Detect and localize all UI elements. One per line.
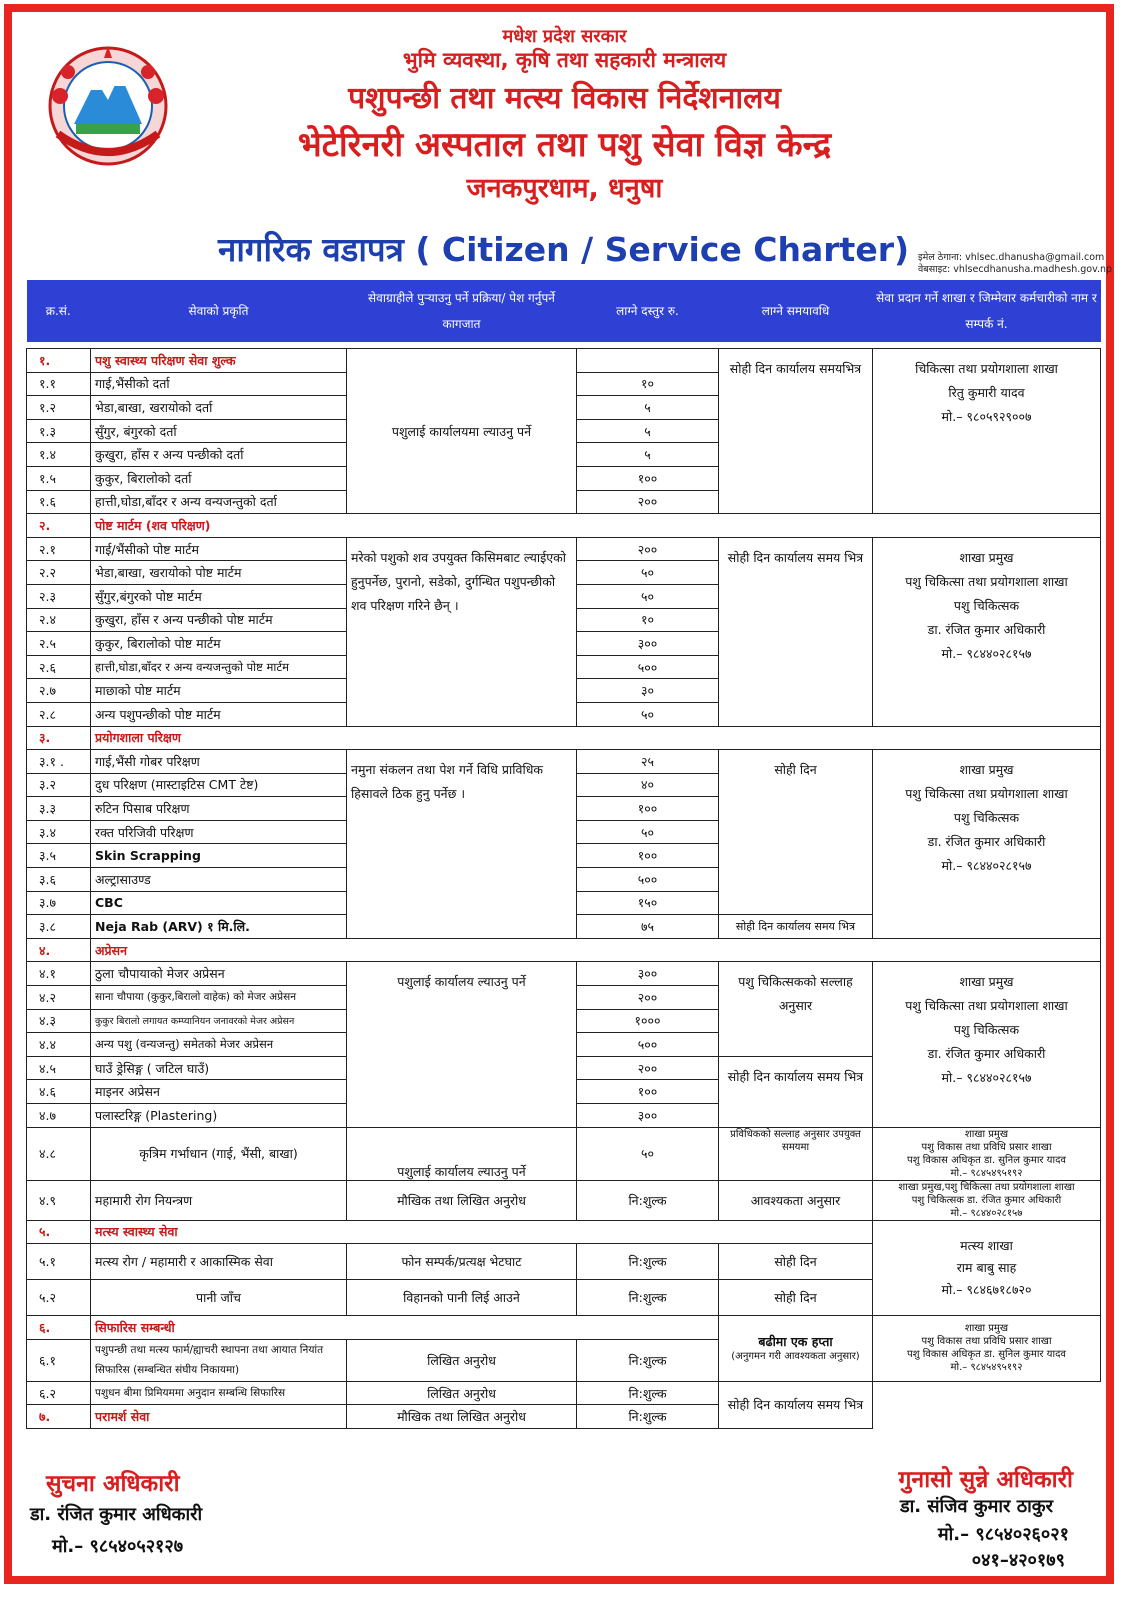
fee-cell: १०० <box>577 797 719 821</box>
fee-cell: नि:शुल्क <box>577 1339 719 1381</box>
fee-cell: ३०० <box>577 1104 719 1128</box>
phone-number: मो.– ९८४४०२८१५७ <box>950 1207 1023 1219</box>
fee-cell: २०० <box>577 986 719 1010</box>
fee-cell: १०० <box>577 1080 719 1104</box>
service-name: महामारी रोग नियन्त्रण <box>91 1180 347 1220</box>
row-number: ६. <box>27 1316 91 1340</box>
service-name: अन्य पशुपन्छीको पोष्ट मार्टम <box>91 702 347 726</box>
service-name: कुकुर, बिरालोको दर्ता <box>91 466 347 490</box>
service-name: भेडा,बाखा, खरायोको दर्ता <box>91 396 347 420</box>
row-number: ४.६ <box>27 1080 91 1104</box>
row-number: ४.३ <box>27 1009 91 1033</box>
row-number: ५. <box>27 1220 91 1244</box>
row-number: ४. <box>27 938 91 962</box>
fee-cell: ५० <box>577 1127 719 1180</box>
row-number: ३.२ <box>27 773 91 797</box>
fee-cell: ५ <box>577 443 719 467</box>
row-number: ४.५ <box>27 1056 91 1080</box>
column-header: क्र.सं. <box>27 280 91 342</box>
office-branch: पशु विकास तथा प्रविधि प्रसार शाखा <box>921 1336 1052 1348</box>
service-name: कुकुर, बिरालोको पोष्ट मार्टम <box>91 632 347 656</box>
row-number: १.१ <box>27 372 91 396</box>
row-number: ३.६ <box>27 868 91 892</box>
person-name: रितु कुमारी यादव <box>948 385 1025 400</box>
process-cell: पशुलाई कार्यालय ल्याउनु पर्ने <box>347 962 577 1127</box>
person-name: पशु चिकित्सक डा. रंजित कुमार अधिकारी <box>911 1194 1062 1206</box>
page-title: नागरिक वडापत्र ( Citizen / Service Charter) <box>218 230 910 269</box>
phone-number: मो.– ९८४४०२८१५७ <box>941 645 1032 661</box>
fee-cell: १५० <box>577 891 719 915</box>
row-number: ३.१ . <box>27 750 91 774</box>
contact-info <box>918 252 1112 276</box>
row-number: १.२ <box>27 396 91 420</box>
responsible-cell <box>873 1127 1101 1180</box>
time-cell: सोही दिन कार्यालय समय भित्र <box>719 1056 873 1127</box>
responsible-cell <box>873 349 1101 514</box>
fee-cell: १० <box>577 608 719 632</box>
fee-cell: ५ <box>577 396 719 420</box>
row-number: ३.५ <box>27 844 91 868</box>
grievance-officer-title: गुनासो सुन्ने अधिकारी <box>898 1467 1073 1493</box>
time-cell: सोही दिन कार्यालय समयभित्र <box>719 349 873 514</box>
section-row <box>27 726 1101 750</box>
row-number: २.१ <box>27 537 91 561</box>
column-header: सेवाग्राहीले पुर्‍याउनु पर्ने प्रक्रिया/ पेश गर्नुपर्ने कागजात <box>347 280 577 342</box>
section-title: प्रयोगशाला परिक्षण <box>91 726 1101 750</box>
fee-cell: ५०० <box>577 655 719 679</box>
row-number: ४.२ <box>27 986 91 1010</box>
row-number: ४.९ <box>27 1180 91 1220</box>
row-number: ७. <box>27 1405 91 1429</box>
service-name: रुटिन पिसाब परिक्षण <box>91 797 347 821</box>
service-name: Skin Scrapping <box>91 844 347 868</box>
grievance-officer-landline: ०४१–४२०१७९ <box>971 1550 1065 1571</box>
table-row <box>27 1381 1101 1405</box>
column-header: लाग्ने समयावधि <box>719 280 873 342</box>
fee-cell: ५० <box>577 584 719 608</box>
service-name: मत्स्य रोग / महामारी र आकास्मिक सेवा <box>91 1244 347 1280</box>
person-name: डा. रंजित कुमार अधिकारी <box>927 1046 1046 1062</box>
row-number: १.३ <box>27 419 91 443</box>
phone-number: मो.– ९८४५४९५१९२ <box>950 1362 1023 1374</box>
time-cell: सोही दिन <box>719 1244 873 1280</box>
time-cell: सोही दिन कार्यालय समय भित्र <box>719 1381 873 1428</box>
office-name: शाखा प्रमुख,पशु चिकित्सा तथा प्रयोगशाला शाखा <box>898 1181 1075 1193</box>
table-row <box>27 537 1101 561</box>
row-number: २.५ <box>27 632 91 656</box>
process-cell: विहानको पानी लिई आउने <box>347 1280 577 1316</box>
process-cell: फोन सम्पर्क/प्रत्यक्ष भेटघाट <box>347 1244 577 1280</box>
time-cell: सोही दिन <box>719 750 873 915</box>
fee-cell: नि:शुल्क <box>577 1280 719 1316</box>
row-number: ३.४ <box>27 820 91 844</box>
process-cell: लिखित अनुरोध <box>347 1381 577 1405</box>
time-cell <box>719 1316 873 1382</box>
service-name: CBC <box>91 891 347 915</box>
fee-cell: २५ <box>577 750 719 774</box>
office-branch: पशु चिकित्सा तथा प्रयोगशाला शाखा <box>905 573 1068 589</box>
service-name: दुध परिक्षण (मास्टाइटिस CMT टेष्ट) <box>91 773 347 797</box>
service-name: पानी जाँच <box>91 1280 347 1316</box>
process-cell: लिखित अनुरोध <box>347 1339 577 1381</box>
service-name: माछाको पोष्ट मार्टम <box>91 679 347 703</box>
process-cell: पशुलाई कार्यालय ल्याउनु पर्ने <box>347 1127 577 1180</box>
phone-number: मो.– ९८४६७१८७२० <box>941 1281 1032 1297</box>
fee-cell: २०० <box>577 490 719 514</box>
service-name: अल्ट्रासाउण्ड <box>91 868 347 892</box>
column-header: लाग्ने दस्तुर रु. <box>577 280 719 342</box>
hospital-name: भेटेरिनरी अस्पताल तथा पशु सेवा विज्ञ केन्द्र <box>297 125 832 165</box>
responsible-cell <box>873 750 1101 939</box>
service-name: कुखुरा, हाँस र अन्य पन्छीको पोष्ट मार्टम <box>91 608 347 632</box>
fee-cell: नि:शुल्क <box>577 1405 719 1429</box>
time-cell: आवश्यकता अनुसार <box>719 1180 873 1220</box>
service-name: कुखुरा, हाँस र अन्य पन्छीको दर्ता <box>91 443 347 467</box>
fee-cell: १०० <box>577 466 719 490</box>
phone-number: मो.– ९८४४०२८१५७ <box>941 1070 1032 1086</box>
time-cell: सोही दिन कार्यालय समय भित्र <box>719 915 873 939</box>
fee-cell: नि:शुल्क <box>577 1180 719 1220</box>
office-name: मत्स्य शाखा <box>960 1237 1013 1253</box>
process-cell: मरेको पशुको शव उपयुक्त किसिमबाट ल्याईएको हुनुपर्नेछ, पुरानो, सडेको, दुर्गन्धित पशुपन्छीको शव परिक्षण गरिने छैन् । <box>347 537 577 726</box>
role-name: पशु चिकित्सक <box>953 597 1020 613</box>
email-text[interactable]: इमेल ठेगाना: vhlsec.dhanusha@gmail.com <box>918 252 1105 263</box>
service-name: कुकुर बिरालो लगायत कम्प्यानियन जनावरको मेजर अप्रेसन <box>91 1009 347 1033</box>
service-name: अन्य पशु (वन्यजन्तु) समेतको मेजर अप्रेसन <box>91 1033 347 1057</box>
directorate-name: पशुपन्छी तथा मत्स्य विकास निर्देशनालय <box>348 81 781 116</box>
row-number: २.३ <box>27 584 91 608</box>
table-row <box>27 750 1101 774</box>
location: जनकपुरधाम, धनुषा <box>466 173 663 204</box>
office-name: शाखा प्रमुख <box>959 974 1014 990</box>
row-number: ३. <box>27 726 91 750</box>
service-name: परामर्श सेवा <box>91 1405 347 1429</box>
person-name: पशु विकास अधिकृत डा. सुनिल कुमार यादव <box>907 1349 1066 1361</box>
process-cell: पशुलाई कार्यालयमा ल्याउनु पर्ने <box>347 349 577 514</box>
row-number: ५.१ <box>27 1244 91 1280</box>
province-government: मधेश प्रदेश सरकार <box>502 26 627 47</box>
service-name: रक्त परिजिवी परिक्षण <box>91 820 347 844</box>
office-branch: पशु चिकित्सा तथा प्रयोगशाला शाखा <box>905 998 1068 1014</box>
service-name: ठुला चौपायाको मेजर अप्रेसन <box>91 962 347 986</box>
column-header: सेवा प्रदान गर्ने शाखा र जिम्मेवार कर्मचारीको नाम र सम्पर्क नं. <box>873 280 1101 342</box>
responsible-cell <box>873 537 1101 726</box>
person-name: राम बाबु साह <box>956 1259 1017 1275</box>
service-name: साना चौपाया (कुकुर,बिरालो वाहेक) को मेजर अप्रेसन <box>91 986 347 1010</box>
service-name: सुँगुर, बंगुरको दर्ता <box>91 419 347 443</box>
ministry-name: भुमि व्यवस्था, कृषि तथा सहकारी मन्त्रालय <box>402 48 727 72</box>
fee-cell: २०० <box>577 537 719 561</box>
fee-cell: नि:शुल्क <box>577 1381 719 1405</box>
phone-number: मो.– ९८४५४९५१९२ <box>950 1167 1023 1179</box>
service-name: पलास्टरिङ्ग (Plastering) <box>91 1104 347 1128</box>
responsible-cell <box>873 1180 1101 1220</box>
grievance-officer-phone: मो.– ९८५४०२६०२१ <box>937 1524 1069 1545</box>
section-row <box>27 1316 1101 1340</box>
person-name: डा. रंजित कुमार अधिकारी <box>927 834 1046 850</box>
service-name: पशुधन बीमा प्रिमियममा अनुदान सम्बन्धि सिफारिस <box>91 1381 347 1405</box>
website-text[interactable]: वेबसाइट: vhlsecdhanusha.madhesh.gov.np <box>918 264 1113 275</box>
grievance-officer-name: डा. संजिव कुमार ठाकुर <box>899 1496 1053 1517</box>
fee-cell: ३० <box>577 679 719 703</box>
information-officer-name: डा. रंजित कुमार अधिकारी <box>30 1504 203 1525</box>
responsible-cell <box>873 1220 1101 1316</box>
time-cell: सोही दिन <box>719 1280 873 1316</box>
row-number: ४.८ <box>27 1127 91 1180</box>
fee-cell: ५०० <box>577 1033 719 1057</box>
row-number: १. <box>27 349 91 373</box>
service-name: माइनर अप्रेसन <box>91 1080 347 1104</box>
role-name: पशु चिकित्सक <box>953 1022 1020 1038</box>
information-officer-phone: मो.– ९८५४०५२१२७ <box>52 1536 184 1557</box>
fee-cell: १०० <box>577 844 719 868</box>
row-number: २. <box>27 514 91 538</box>
fee-cell: ५० <box>577 561 719 585</box>
fee-cell: ७५ <box>577 915 719 939</box>
row-number: २.४ <box>27 608 91 632</box>
time-cell: सोही दिन कार्यालय समय भित्र <box>719 537 873 726</box>
row-number: ३.३ <box>27 797 91 821</box>
time-head: बढीमा एक हप्ता <box>758 1333 833 1349</box>
section-title: अप्रेसन <box>91 938 1101 962</box>
column-header: सेवाको प्रकृति <box>91 280 347 342</box>
row-number: ६.२ <box>27 1381 91 1405</box>
service-name: हात्ती,घोडा,बाँदर र अन्य वन्यजन्तुको पोष्ट मार्टम <box>91 655 347 679</box>
responsible-cell <box>873 962 1101 1127</box>
fee-cell: ५० <box>577 820 719 844</box>
section-title: पशु स्वास्थ्य परिक्षण सेवा शुल्क <box>91 349 347 373</box>
phone-number: मो.– ९८०५९२९००७ <box>941 409 1032 424</box>
row-number: ६.१ <box>27 1339 91 1381</box>
service-name: गाई,भैंसी गोबर परिक्षण <box>91 750 347 774</box>
fee-cell: ३०० <box>577 962 719 986</box>
service-charter-table <box>26 280 1101 1429</box>
office-name: शाखा प्रमुख <box>964 1323 1009 1335</box>
row-number: ३.८ <box>27 915 91 939</box>
row-number: २.८ <box>27 702 91 726</box>
table-row <box>27 1127 1101 1180</box>
phone-number: मो.– ९८४४०२८१५७ <box>941 858 1032 874</box>
fee-cell: ३०० <box>577 632 719 656</box>
service-name: पशुपन्छी तथा मत्स्य फार्म/ह्याचरी स्थापना तथा आयात नियांत सिफारिस (सम्बन्धित संघीय निकायमा) <box>91 1339 347 1381</box>
section-row <box>27 1220 1101 1244</box>
responsible-cell <box>873 1316 1101 1382</box>
table-header-row <box>27 280 1101 342</box>
time-note: (अनुगमन गरी आवश्यकता अनुसार) <box>731 1350 860 1362</box>
row-number: १.५ <box>27 466 91 490</box>
fee-cell: २०० <box>577 1056 719 1080</box>
table-row <box>27 962 1101 986</box>
row-number: १.४ <box>27 443 91 467</box>
person-name: डा. रंजित कुमार अधिकारी <box>927 621 1046 637</box>
office-branch: पशु विकास तथा प्रविधि प्रसार शाखा <box>921 1141 1052 1153</box>
fee-cell: नि:शुल्क <box>577 1244 719 1280</box>
office-name: शाखा प्रमुख <box>964 1128 1009 1140</box>
office-name: चिकित्सा तथा प्रयोगशाला शाखा <box>915 361 1058 376</box>
row-number: २.२ <box>27 561 91 585</box>
row-number: ४.७ <box>27 1104 91 1128</box>
process-cell: मौखिक तथा लिखित अनुरोध <box>347 1405 577 1429</box>
process-cell: मौखिक तथा लिखित अनुरोध <box>347 1180 577 1220</box>
service-name: भेडा,बाखा, खरायोको पोष्ट मार्टम <box>91 561 347 585</box>
process-cell: नमुना संकलन तथा पेश गर्ने विधि प्राविधिक हिसावले ठिक हुनु पर्नेछ । <box>347 750 577 939</box>
row-number: ५.२ <box>27 1280 91 1316</box>
role-name: पशु चिकित्सक <box>953 810 1020 826</box>
office-name: शाखा प्रमुख <box>959 762 1014 778</box>
row-number: २.६ <box>27 655 91 679</box>
section-title: मत्स्य स्वास्थ्य सेवा <box>91 1220 873 1244</box>
office-branch: पशु चिकित्सा तथा प्रयोगशाला शाखा <box>905 786 1068 802</box>
table-row <box>27 1180 1101 1220</box>
fee-cell: ५ <box>577 419 719 443</box>
service-name: गाई/भैंसीको पोष्ट मार्टम <box>91 537 347 561</box>
row-number: ४.१ <box>27 962 91 986</box>
service-name: Neja Rab (ARV) १ मि.लि. <box>91 915 347 939</box>
row-number: ४.४ <box>27 1033 91 1057</box>
section-row <box>27 514 1101 538</box>
information-officer-title: सुचना अधिकारी <box>46 1471 180 1497</box>
fee-cell: ५० <box>577 702 719 726</box>
row-number: १.६ <box>27 490 91 514</box>
service-name: गाई,भैंसीको दर्ता <box>91 372 347 396</box>
fee-cell: १००० <box>577 1009 719 1033</box>
fee-cell: ५०० <box>577 868 719 892</box>
section-title: पोष्ट मार्टम (शव परिक्षण) <box>91 514 1101 538</box>
service-name: हात्ती,घोडा,बाँदर र अन्य वन्यजन्तुको दर्ता <box>91 490 347 514</box>
service-name: कृत्रिम गर्भाधान (गाई, भैंसी, बाखा) <box>91 1127 347 1180</box>
service-name: सुँगुर,बंगुरको पोष्ट मार्टम <box>91 584 347 608</box>
row-number: ३.७ <box>27 891 91 915</box>
person-name: पशु विकास अधिकृत डा. सुनिल कुमार यादव <box>907 1154 1066 1166</box>
fee-cell: १० <box>577 372 719 396</box>
section-row <box>27 938 1101 962</box>
time-cell: पशु चिकित्सकको सल्लाह अनुसार <box>719 962 873 1056</box>
office-name: शाखा प्रमुख <box>959 549 1014 565</box>
section-row <box>27 349 1101 373</box>
section-title: सिफारिस सम्बन्धी <box>91 1316 719 1340</box>
time-cell: प्रविधिकको सल्लाह अनुसार उपयुक्त समयमा <box>719 1127 873 1180</box>
fee-cell: ४० <box>577 773 719 797</box>
service-name: घाउँ ड्रेसिङ्ग ( जटिल घाउँ) <box>91 1056 347 1080</box>
row-number: २.७ <box>27 679 91 703</box>
